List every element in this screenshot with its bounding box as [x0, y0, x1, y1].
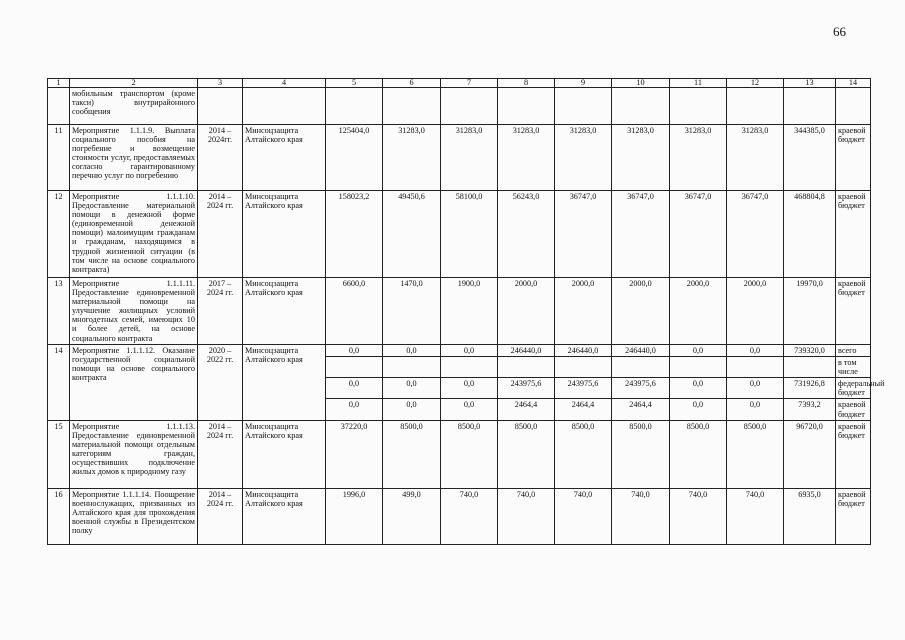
activity-name: Мероприятие 1.1.1.10. Предоставление материальной помощи в денежной форме (единовременной денежной помощи) малоимущим гражданам и гражданам, находящимся в трудной жизненной ситуации (в том числе на основе социального контракта) [70, 191, 198, 278]
amount-cell [441, 357, 498, 378]
table-row [48, 191, 871, 278]
amount-cell: 37220,0 [326, 420, 383, 488]
amount-cell: 2000,0 [555, 278, 612, 345]
amount-cell: 0,0 [727, 399, 784, 420]
amount-cell: 31283,0 [612, 125, 670, 191]
amount-cell: 8500,0 [727, 420, 784, 488]
amount-cell: 246440,0 [612, 345, 670, 357]
amount-cell: 2464,4 [498, 399, 555, 420]
amount-cell: 0,0 [670, 378, 727, 399]
amount-cell: 246440,0 [555, 345, 612, 357]
amount-cell: 1470,0 [383, 278, 441, 345]
amount-cell: 2000,0 [498, 278, 555, 345]
row-number: 11 [48, 125, 70, 191]
table-row [48, 488, 871, 544]
table-row [48, 278, 871, 345]
budget-table [47, 78, 885, 545]
amount-cell: 2000,0 [612, 278, 670, 345]
amount-cell: 58100,0 [441, 191, 498, 278]
executor: Минсоцзащита Алтайского края [243, 191, 326, 278]
column-number: 2 [70, 79, 198, 88]
amount-cell: 0,0 [383, 399, 441, 420]
funding-source: в том числе [836, 357, 871, 378]
executor: Минсоцзащита Алтайского края [243, 488, 326, 544]
cell-blank [670, 88, 727, 125]
period: 2014 – 2024 гг. [198, 191, 243, 278]
amount-cell: 0,0 [670, 345, 727, 357]
row-number: 12 [48, 191, 70, 278]
amount-cell: 8500,0 [555, 420, 612, 488]
amount-cell: 740,0 [441, 488, 498, 544]
amount-cell: 2000,0 [670, 278, 727, 345]
amount-cell: 6935,0 [784, 488, 836, 544]
amount-cell: 96720,0 [784, 420, 836, 488]
amount-cell [555, 357, 612, 378]
cell-blank [383, 88, 441, 125]
column-number: 13 [784, 79, 836, 88]
amount-cell: 0,0 [727, 345, 784, 357]
funding-source: краевой бюджет [836, 278, 871, 345]
cell-blank [198, 88, 243, 125]
amount-cell: 0,0 [326, 378, 383, 399]
cell-blank [836, 88, 871, 125]
amount-cell: 36747,0 [555, 191, 612, 278]
period: 2014 – 2024гг. [198, 125, 243, 191]
funding-source: всего [836, 345, 871, 357]
cell-blank [555, 88, 612, 125]
row-number: 15 [48, 420, 70, 488]
period: 2017 – 2024 гг. [198, 278, 243, 345]
amount-cell: 2464,4 [555, 399, 612, 420]
amount-cell: 739320,0 [784, 345, 836, 357]
continuation-row [48, 88, 871, 125]
amount-cell: 344385,0 [784, 125, 836, 191]
amount-cell: 7393,2 [784, 399, 836, 420]
column-number: 14 [836, 79, 871, 88]
page-number: 66 [833, 24, 846, 39]
column-number: 3 [198, 79, 243, 88]
amount-cell: 499,0 [383, 488, 441, 544]
amount-cell: 49450,6 [383, 191, 441, 278]
amount-cell: 31283,0 [670, 125, 727, 191]
amount-cell [612, 357, 670, 378]
column-number: 9 [555, 79, 612, 88]
activity-name: Мероприятие 1.1.1.11. Предоставление единовременной материальной помощи на улучшение жилищных условий многодетных семей, имеющих 10 и более детей, на основе социального контракта [70, 278, 198, 345]
funding-source: краевой бюджет [836, 125, 871, 191]
amount-cell: 8500,0 [612, 420, 670, 488]
cell-blank [612, 88, 670, 125]
period: 2020 – 2022 гг. [198, 345, 243, 421]
cell-blank [498, 88, 555, 125]
cell-blank [441, 88, 498, 125]
amount-cell: 740,0 [727, 488, 784, 544]
amount-cell: 6600,0 [326, 278, 383, 345]
amount-cell: 0,0 [441, 399, 498, 420]
amount-cell: 31283,0 [555, 125, 612, 191]
amount-cell: 2464,4 [612, 399, 670, 420]
executor: Минсоцзащита Алтайского края [243, 125, 326, 191]
amount-cell [784, 357, 836, 378]
period: 2014 – 2024 гг. [198, 420, 243, 488]
cell-blank [727, 88, 784, 125]
amount-cell: 36747,0 [612, 191, 670, 278]
amount-cell [498, 357, 555, 378]
amount-cell: 8500,0 [670, 420, 727, 488]
amount-cell: 0,0 [670, 399, 727, 420]
column-number: 6 [383, 79, 441, 88]
amount-cell: 31283,0 [498, 125, 555, 191]
amount-cell: 125404,0 [326, 125, 383, 191]
amount-cell: 8500,0 [498, 420, 555, 488]
column-number: 7 [441, 79, 498, 88]
funding-source: краевой бюджет [836, 191, 871, 278]
table-row [48, 125, 871, 191]
amount-cell: 31283,0 [383, 125, 441, 191]
amount-cell: 0,0 [326, 399, 383, 420]
funding-source: краевой бюджет [836, 399, 871, 420]
amount-cell: 2000,0 [727, 278, 784, 345]
table-row [48, 345, 871, 357]
column-number: 5 [326, 79, 383, 88]
amount-cell: 0,0 [383, 378, 441, 399]
funding-source: краевой бюджет [836, 488, 871, 544]
amount-cell [670, 357, 727, 378]
amount-cell: 158023,2 [326, 191, 383, 278]
amount-cell [383, 357, 441, 378]
executor: Минсоцзащита Алтайского края [243, 345, 326, 421]
continuation-text: мобильным транспортом (кроме такси) внутрирайонного сообщения [70, 88, 198, 125]
column-number: 10 [612, 79, 670, 88]
amount-cell: 243975,6 [498, 378, 555, 399]
cell-blank [784, 88, 836, 125]
executor: Минсоцзащита Алтайского края [243, 420, 326, 488]
cell-blank [48, 88, 70, 125]
activity-name: Мероприятие 1.1.1.14. Поощрение военнослужащих, призванных из Алтайского края для прохождения военной службы в Президентском полку [70, 488, 198, 544]
activity-name: Мероприятие 1.1.1.12. Оказание государственной социальной помощи на основе социального контракта [70, 345, 198, 421]
amount-cell: 0,0 [441, 378, 498, 399]
amount-cell: 243975,6 [555, 378, 612, 399]
column-number: 8 [498, 79, 555, 88]
amount-cell: 468804,8 [784, 191, 836, 278]
activity-name: Мероприятие 1.1.1.9. Выплата социального пособия на погребение и возмещение стоимости услуг, предоставляемых согласно гарантированному перечню услуг по погребению [70, 125, 198, 191]
cell-blank [243, 88, 326, 125]
column-number: 12 [727, 79, 784, 88]
activity-name: Мероприятие 1.1.1.13. Предоставление единовременной материальной помощи отдельным категориям граждан, осуществивших подключение жилых домов к природному газу [70, 420, 198, 488]
column-number: 11 [670, 79, 727, 88]
funding-source: федеральный бюджет [836, 378, 871, 399]
amount-cell: 31283,0 [441, 125, 498, 191]
row-number: 14 [48, 345, 70, 421]
column-number-row [48, 79, 871, 88]
amount-cell: 8500,0 [383, 420, 441, 488]
amount-cell: 740,0 [555, 488, 612, 544]
amount-cell: 740,0 [498, 488, 555, 544]
amount-cell: 0,0 [441, 345, 498, 357]
amount-cell: 0,0 [326, 345, 383, 357]
amount-cell: 19970,0 [784, 278, 836, 345]
amount-cell: 243975,6 [612, 378, 670, 399]
amount-cell: 0,0 [727, 378, 784, 399]
executor: Минсоцзащита Алтайского края [243, 278, 326, 345]
funding-source: краевой бюджет [836, 420, 871, 488]
amount-cell: 246440,0 [498, 345, 555, 357]
amount-cell: 8500,0 [441, 420, 498, 488]
amount-cell: 740,0 [612, 488, 670, 544]
amount-cell: 31283,0 [727, 125, 784, 191]
cell-blank [326, 88, 383, 125]
amount-cell: 0,0 [383, 345, 441, 357]
amount-cell [727, 357, 784, 378]
row-number: 13 [48, 278, 70, 345]
amount-cell: 731926,8 [784, 378, 836, 399]
amount-cell: 36747,0 [670, 191, 727, 278]
amount-cell [326, 357, 383, 378]
period: 2014 – 2024 гг. [198, 488, 243, 544]
amount-cell: 56243,0 [498, 191, 555, 278]
column-number: 4 [243, 79, 326, 88]
amount-cell: 1900,0 [441, 278, 498, 345]
amount-cell: 36747,0 [727, 191, 784, 278]
table-row [48, 420, 871, 488]
amount-cell: 740,0 [670, 488, 727, 544]
row-number: 16 [48, 488, 70, 544]
amount-cell: 1996,0 [326, 488, 383, 544]
column-number: 1 [48, 79, 70, 88]
